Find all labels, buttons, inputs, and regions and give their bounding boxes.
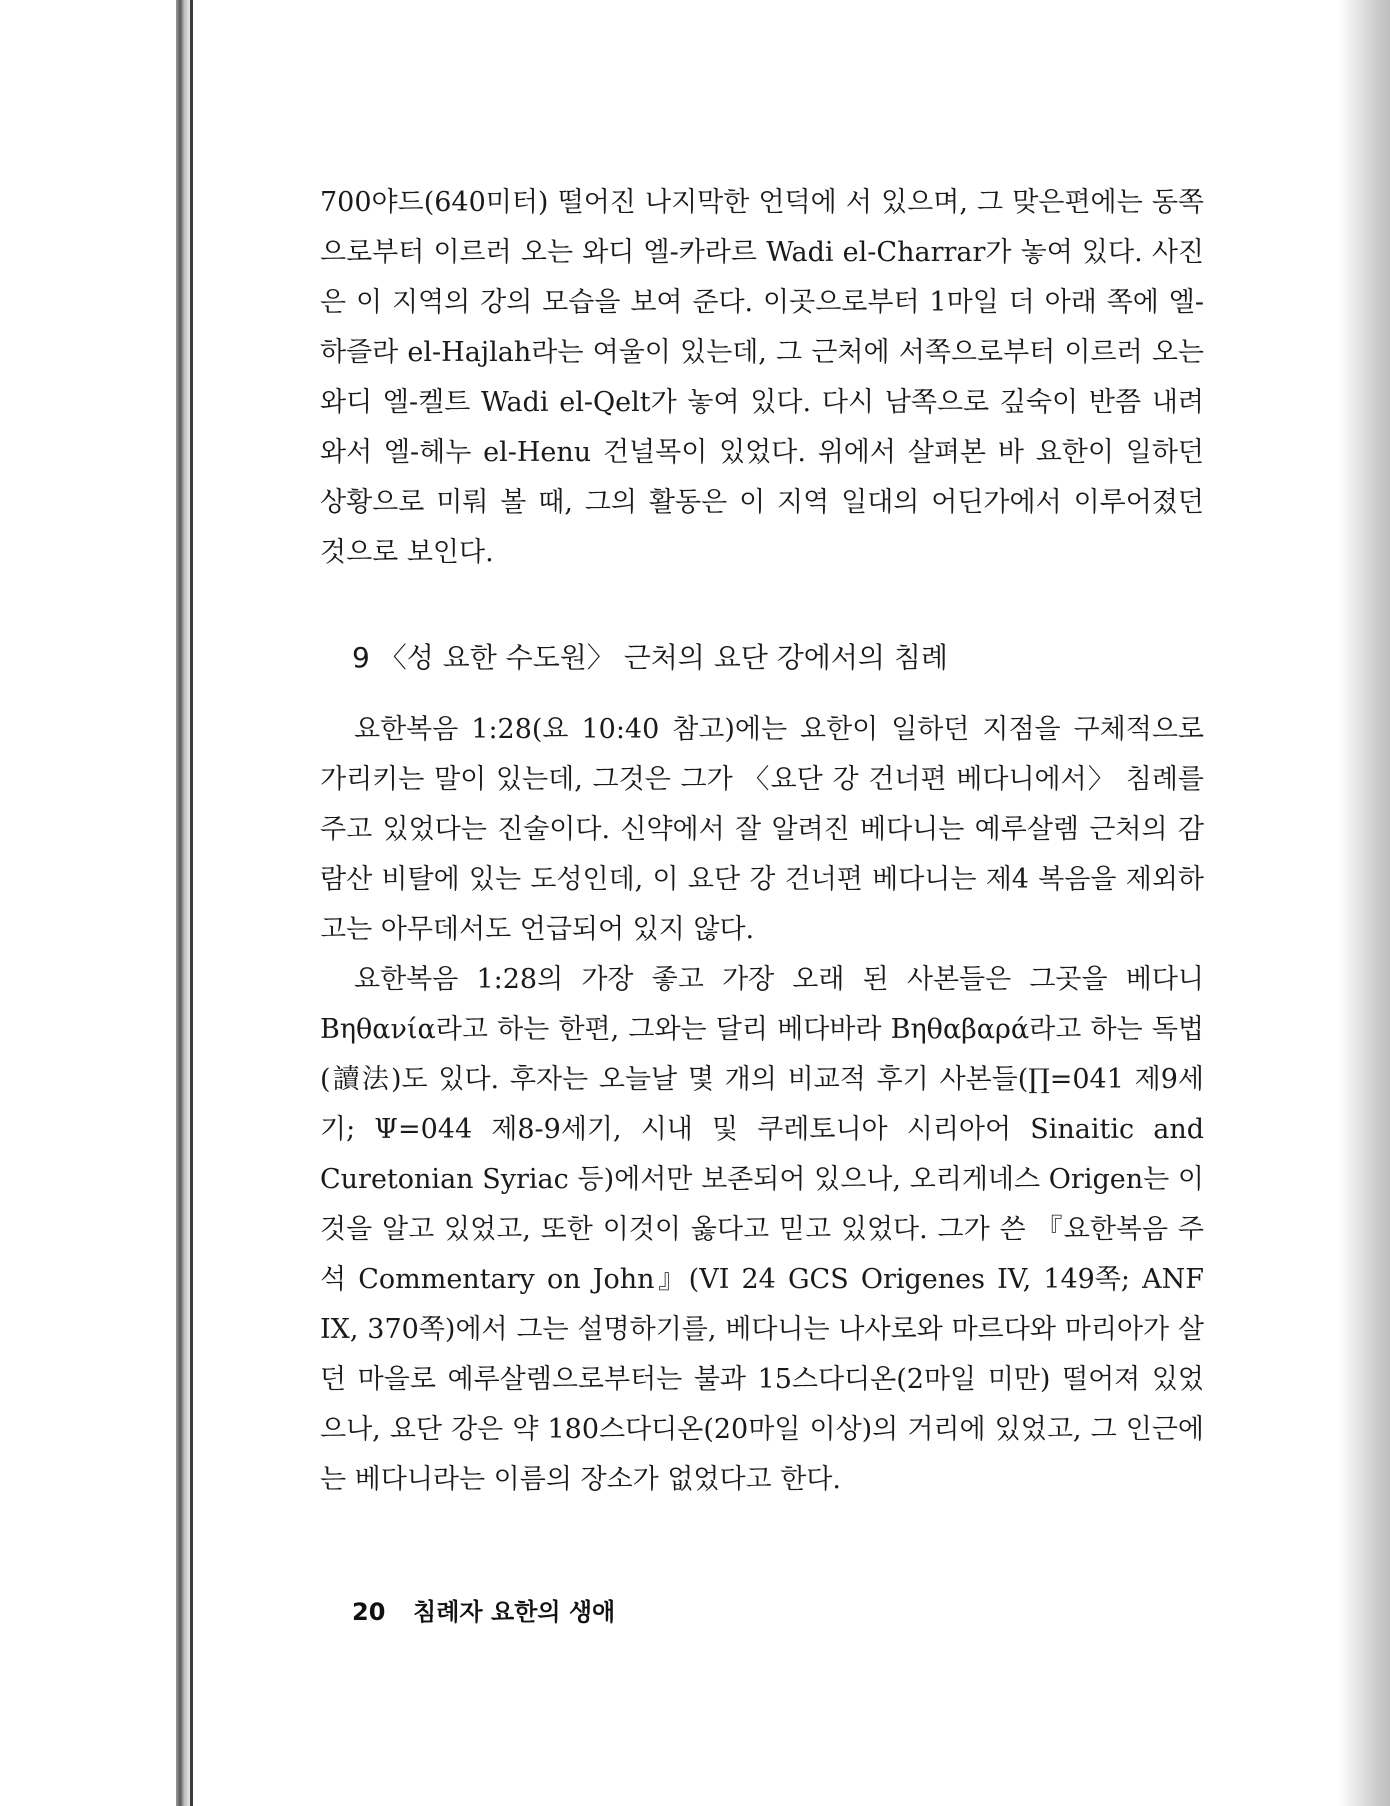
page-content [320, 178, 1204, 1505]
book-spine [176, 0, 190, 1806]
paragraph: 요한복음 1:28의 가장 좋고 가장 오래 된 사본들은 그곳을 베다니 Βηθανία라고 하는 한편, 그와는 달리 베다바라 Βηθαβαρά라고 하는 독법(讀法)도 있다. 후자는 오늘날 몇 개의 비교적 후기 사본들(∏=041 제9세기; Ψ=044 제8-9세기, 시내 및 쿠레토니아 시리아어 Sinaitic and Curetonian Syriac 등)에서만 보존되어 있으나, 오리게네스 Origen는 이것을 알고 있었고, 또한 이것이 옳다고 믿고 있었다. 그가 쓴 『요한복음 주석 Commentary on John』(VI 24 GCS Origenes IV, 149쪽; ANF IX, 370쪽)에서 그는 설명하기를, 베다니는 나사로와 마르다와 마리아가 살던 마을로 예루살렘으로부터는 불과 15스다디온(2마일 미만) 떨어져 있었으나, 요단 강은 약 180스다디온(20마일 이상)의 거리에 있었고, 그 인근에는 베다니라는 이름의 장소가 없었다고 한다. [320, 964, 1204, 1495]
page-edge-shadow [1338, 0, 1390, 1806]
running-title: 침례자 요한의 생애 [413, 1598, 616, 1626]
page-number: 20 [352, 1598, 386, 1626]
page-footer [352, 1592, 615, 1627]
paragraph-continued: 700야드(640미터) 떨어진 나지막한 언덕에 서 있으며, 그 맞은편에는 동쪽으로부터 이르러 오는 와디 엘-카라르 Wadi el-Charrar가 놓여 있다. 사진은 이 지역의 강의 모습을 보여 준다. 이곳으로부터 1마일 더 아래 쪽에 엘-하즐라 el-Hajlah라는 여울이 있는데, 그 근처에 서쪽으로부터 이르러 오는 와디 엘-켈트 Wadi el-Qelt가 놓여 있다. 다시 남쪽으로 깊숙이 반쯤 내려와서 엘-헤누 el-Henu 건널목이 있었다. 위에서 살펴본 바 요한이 일하던 상황으로 미뤄 볼 때, 그의 활동은 이 지역 일대의 어딘가에서 이루어졌던 것으로 보인다. [320, 187, 1204, 568]
paragraph: 요한복음 1:28(요 10:40 참고)에는 요한이 일하던 지점을 구체적으로 가리키는 말이 있는데, 그것은 그가 〈요단 강 건너편 베다니에서〉 침례를 주고 있었다는 진술이다. 신약에서 잘 알려진 베다니는 예루살렘 근처의 감람산 비탈에 있는 도성인데, 이 요단 강 건너편 베다니는 제4 복음을 제외하고는 아무데서도 언급되어 있지 않다. [320, 714, 1204, 945]
section-heading: 9 〈성 요한 수도원〉 근처의 요단 강에서의 침례 [352, 641, 948, 674]
